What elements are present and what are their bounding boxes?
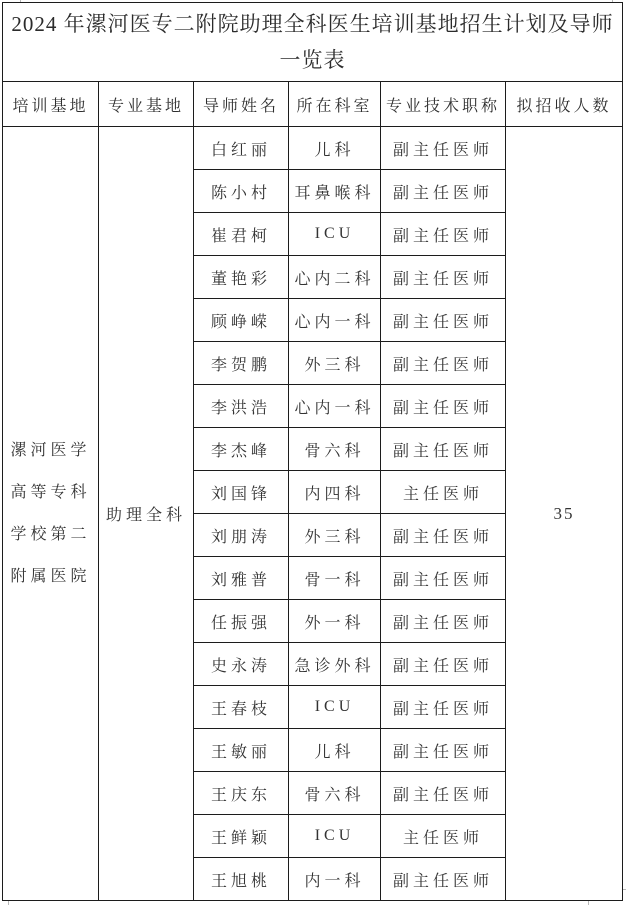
professional-title-cell: 副主任医师 [381, 256, 506, 299]
department-cell: ICU [289, 686, 381, 729]
mentor-name-cell: 董艳彩 [194, 256, 289, 299]
recruitment-plan-table [2, 2, 623, 901]
professional-title-cell: 副主任医师 [381, 686, 506, 729]
header-row [3, 82, 623, 127]
professional-title-cell: 副主任医师 [381, 127, 506, 170]
header-training-base: 培训基地 [3, 82, 99, 127]
mentor-name-cell: 刘朋涛 [194, 514, 289, 557]
mentor-name-cell: 王庆东 [194, 772, 289, 815]
department-cell: 心内一科 [289, 299, 381, 342]
professional-title-cell: 副主任医师 [381, 428, 506, 471]
specialty-base-cell: 助理全科 [99, 127, 194, 901]
professional-title-cell: 副主任医师 [381, 772, 506, 815]
department-cell: 骨六科 [289, 772, 381, 815]
department-cell: ICU [289, 213, 381, 256]
department-cell: 外三科 [289, 514, 381, 557]
department-cell: 心内一科 [289, 385, 381, 428]
mentor-name-cell: 任振强 [194, 600, 289, 643]
professional-title-cell: 副主任医师 [381, 729, 506, 772]
training-base-cell: 漯河医学高等专科学校第二附属医院 [3, 127, 99, 901]
mentor-name-cell: 李贺鹏 [194, 342, 289, 385]
department-cell: 外三科 [289, 342, 381, 385]
department-cell: 耳鼻喉科 [289, 170, 381, 213]
enrollment-count-cell: 35 [506, 127, 623, 901]
mentor-name-cell: 崔君柯 [194, 213, 289, 256]
professional-title-cell: 副主任医师 [381, 643, 506, 686]
department-cell: 急诊外科 [289, 643, 381, 686]
professional-title-cell: 副主任医师 [381, 600, 506, 643]
mentor-name-cell: 李洪浩 [194, 385, 289, 428]
mentor-name-cell: 刘国锋 [194, 471, 289, 514]
header-department: 所在科室 [289, 82, 381, 127]
department-cell: 骨一科 [289, 557, 381, 600]
mentor-name-cell: 王敏丽 [194, 729, 289, 772]
professional-title-cell: 副主任医师 [381, 299, 506, 342]
mentor-name-cell: 顾峥嵘 [194, 299, 289, 342]
header-specialty-base: 专业基地 [99, 82, 194, 127]
header-planned-enrollment: 拟招收人数 [506, 82, 623, 127]
department-cell: ICU [289, 815, 381, 858]
table-title: 2024 年漯河医专二附院助理全科医生培训基地招生计划及导师一览表 [3, 3, 623, 82]
professional-title-cell: 主任医师 [381, 815, 506, 858]
department-cell: 外一科 [289, 600, 381, 643]
mentor-name-cell: 王鲜颖 [194, 815, 289, 858]
mentor-name-cell: 陈小村 [194, 170, 289, 213]
mentor-name-cell: 王旭桃 [194, 858, 289, 901]
professional-title-cell: 副主任医师 [381, 170, 506, 213]
mentor-row [3, 127, 623, 170]
mentor-name-cell: 史永涛 [194, 643, 289, 686]
mentor-name-cell: 刘雅普 [194, 557, 289, 600]
mentor-name-cell: 王春枝 [194, 686, 289, 729]
department-cell: 心内二科 [289, 256, 381, 299]
department-cell: 骨六科 [289, 428, 381, 471]
professional-title-cell: 副主任医师 [381, 557, 506, 600]
professional-title-cell: 主任医师 [381, 471, 506, 514]
title-row [3, 3, 623, 82]
professional-title-cell: 副主任医师 [381, 858, 506, 901]
table-body [3, 3, 623, 901]
department-cell: 内一科 [289, 858, 381, 901]
header-professional-title: 专业技术职称 [381, 82, 506, 127]
professional-title-cell: 副主任医师 [381, 514, 506, 557]
mentor-name-cell: 白红丽 [194, 127, 289, 170]
department-cell: 内四科 [289, 471, 381, 514]
department-cell: 儿科 [289, 729, 381, 772]
header-mentor-name: 导师姓名 [194, 82, 289, 127]
department-cell: 儿科 [289, 127, 381, 170]
professional-title-cell: 副主任医师 [381, 385, 506, 428]
professional-title-cell: 副主任医师 [381, 342, 506, 385]
professional-title-cell: 副主任医师 [381, 213, 506, 256]
mentor-name-cell: 李杰峰 [194, 428, 289, 471]
